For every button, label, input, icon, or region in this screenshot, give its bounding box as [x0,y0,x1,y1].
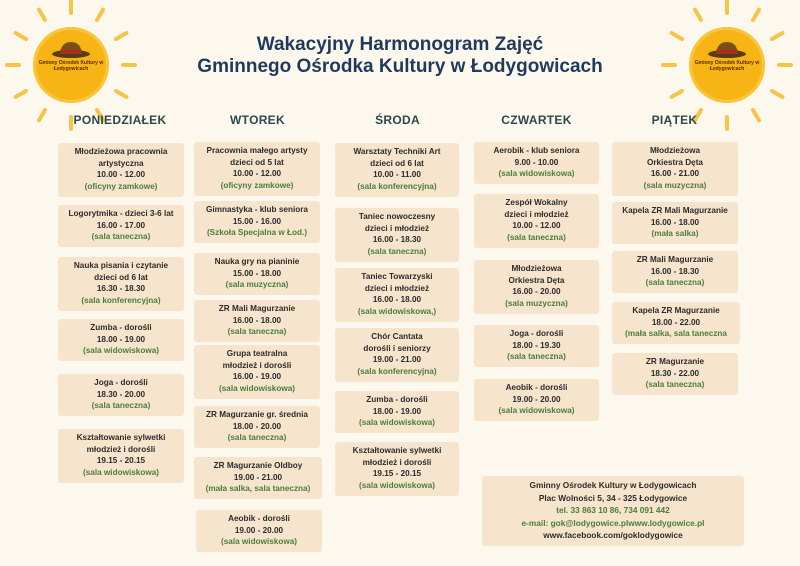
sun-ray [692,7,703,23]
event-card [194,300,320,342]
event-card [58,319,184,361]
logo-text: Gminny Ośrodek Kultury w Łodygowicach [38,60,104,72]
sun-ray [750,7,761,23]
event-name: Aeobik - dorośli [228,514,290,523]
event-time: 9.00 - 10.00 [514,157,559,167]
event-time: 19.15 - 20.15 [96,456,146,465]
event-place: (sala widowiskowa,) [357,306,437,316]
sun-ray [113,88,129,99]
event-card [335,391,459,433]
event-card [58,374,184,416]
event-card [58,429,184,483]
event-time: 16.00 - 21.00 [650,169,700,178]
event-name: Warsztaty Techniki Art dzieci od 6 lat [353,147,441,168]
event-name: Zumba - dorośli [90,323,152,332]
sun-ray [725,0,729,15]
event-time: 19.15 - 20.15 [372,469,422,478]
event-time: 18.00 - 20.00 [232,421,282,431]
sun-ray [669,88,685,99]
event-time: 18.30 - 20.00 [96,389,146,399]
event-place: (sala widowiskowa) [498,406,575,415]
event-place: (mała salka, sala taneczna [625,329,727,338]
event-name: ZR Mali Magurzanie [218,304,296,313]
event-place: (sala widowiskowa) [359,480,435,490]
event-time: 10.00 - 12.00 [232,169,282,178]
event-card [474,325,599,367]
event-name: ZR Mali Magurzanie [636,255,714,264]
sun-ray [113,30,129,41]
event-time: 16.00 - 19.00 [232,372,282,381]
contact-phone: tel. 33 863 10 86, 734 091 442 [556,505,670,515]
event-place: (mała salka) [651,229,699,238]
event-place: (sala muzyczna) [643,180,707,190]
event-time: 15.00 - 16.00 [232,216,282,226]
event-card [612,302,740,344]
event-card [612,142,738,196]
event-place: (mała salka, sala taneczna) [205,484,311,493]
event-time: 19.00 - 20.00 [234,525,284,535]
event-card [612,202,738,244]
event-place: (sala muzyczna) [225,280,289,289]
event-name: Kapela ZR Mali Magurzanie [622,206,728,215]
sun-ray [5,63,21,67]
event-place: (sala widowiskowa) [219,383,295,393]
event-place: (sala taneczna) [645,380,705,389]
event-card [335,328,459,382]
day-header-thursday: CZWARTEK [501,113,572,127]
event-name: Nauka gry na pianinie [214,257,300,266]
event-name: Nauka pisania i czytanie dzieci od 6 lat [73,261,169,282]
event-name: Joga - dorośli [509,329,564,338]
day-header-friday: PIĄTEK [651,113,698,127]
event-place: (sala widowiskowa) [83,467,159,477]
event-place: (sala widowiskowa) [83,346,159,355]
event-place: (sala taneczna) [507,232,566,242]
event-place: (oficyny zamkowe) [220,180,294,190]
event-card [335,268,459,322]
event-place: (sala taneczna) [227,433,287,442]
page-title [150,34,650,78]
event-place: (sala konferencyjna) [357,181,437,191]
hat-icon [707,40,747,58]
sun-ray [94,7,105,23]
event-time: 15.00 - 18.00 [232,268,282,278]
contact-email[interactable]: e-mail: gok@lodygowice.plwww.lodygowice.pl [521,517,705,528]
event-name: Młodzieżowa Orkiestra Dęta [647,146,703,167]
event-time: 10.00 - 12.00 [512,221,561,230]
event-name: Joga - dorośli [94,378,148,387]
event-time: 16.00 - 18.00 [232,315,282,325]
day-header-tuesday: WTOREK [230,113,285,127]
event-name: Taniec Towarzyski dzieci i młodzież [361,272,433,293]
event-card [194,345,320,399]
event-place: (sala widowiskowa) [359,418,435,427]
contact-address: Plac Wolności 5, 34 - 325 Łodygowice [538,492,688,503]
sun-ray [13,88,29,99]
event-name: ZR Magurzanie Oldboy [213,461,303,470]
event-name: Młodzieżowa Orkiestra Dęta [508,264,565,285]
event-place: (oficyny zamkowe) [84,181,158,191]
logo-text: Gminny Ośrodek Kultury w Łodygowicach [694,60,760,72]
sun-ray [769,30,785,41]
event-place: (Szkoła Specjalna w Łod.) [206,228,308,237]
title-line-2: Gminnego Ośrodka Kultury w Łodygowicach [197,56,603,77]
event-time: 16.00 - 20.00 [512,287,561,296]
sun-ray [13,30,29,41]
hat-icon [51,40,91,58]
event-place: (sala muzyczna) [505,298,568,308]
event-place: (sala taneczna) [367,246,427,256]
event-card [335,208,459,262]
sun-ray [36,7,47,23]
event-name: Kształtowanie sylwetki młodzież i dorośli [76,433,166,454]
event-name: Aeobik - dorośli [505,383,568,392]
event-card [612,353,738,395]
contact-facebook-link[interactable]: www.facebook.com/goklodygowice [543,530,683,540]
event-name: Pracownia małego artysty dzieci od 5 lat [206,146,308,167]
event-time: 18.00 - 19.00 [96,334,146,344]
event-time: 16.00 - 18.30 [372,235,422,244]
event-card [58,205,184,247]
event-name: Logorytmika - dzieci 3-6 lat [68,209,174,218]
sun-ray [769,88,785,99]
event-place: (sala taneczna) [91,232,151,241]
event-card [194,201,320,243]
event-card [335,143,459,197]
event-time: 16.00 - 18.00 [650,217,700,227]
contact-org: Gminny Ośrodek Kultury w Łodygowicach [529,480,697,490]
event-name: ZR Magurzanie [645,357,705,366]
event-card [194,142,320,196]
title-line-1: Wakacyjny Harmonogram Zajęć [256,34,544,55]
event-time: 16.30 - 18.30 [96,284,146,293]
event-time: 18.00 - 19.30 [512,340,561,350]
event-name: Grupa teatralna młodzież i dorośli [222,349,292,370]
event-time: 19.00 - 20.00 [512,394,561,404]
sun-ray [69,0,73,15]
event-card [474,142,599,184]
event-card [474,260,599,314]
event-name: Chór Cantata dorośli i seniorzy [363,332,431,353]
sun-ray [121,63,137,67]
event-place: (sala taneczna) [645,278,705,287]
event-time: 18.30 - 22.00 [650,368,700,378]
day-header-monday: PONIEDZIAŁEK [73,113,167,127]
event-place: (sala konferencyjna) [357,366,437,376]
event-card [58,143,184,197]
event-time: 16.00 - 18.30 [650,266,700,276]
event-time: 19.00 - 21.00 [372,355,422,364]
event-place: (sala konferencyjna) [81,295,161,305]
event-card [58,257,184,311]
event-time: 16.00 - 17.00 [96,220,146,230]
event-place: (sala widowiskowa) [221,537,297,546]
sun-ray [750,107,761,123]
day-header-wednesday: ŚRODA [375,113,420,127]
event-name: Aerobik - klub seniora [493,146,580,155]
event-name: Zumba - dorośli [366,395,428,404]
contact-info [482,476,744,546]
event-card [196,510,322,552]
event-card [474,194,599,248]
event-place: (sala taneczna) [227,327,287,336]
event-time: 10.00 - 12.00 [96,170,146,179]
event-place: (sala taneczna) [507,352,566,361]
event-card [612,251,738,293]
event-time: 16.00 - 18.00 [372,295,422,304]
event-time: 18.00 - 19.00 [372,406,422,416]
event-card [335,442,459,496]
sun-ray [669,30,685,41]
event-name: Zespół Wokalny dzieci i młodzież [504,198,569,219]
sun-ray [777,63,793,67]
event-name: Młodzieżowa pracownia artystyczna [74,147,168,168]
event-time: 19.00 - 21.00 [233,472,283,482]
event-place: (sala widowiskowa) [498,169,575,178]
event-place: (sala taneczna) [91,401,151,410]
event-time: 10.00 - 11.00 [373,170,421,179]
event-time: 18.00 - 22.00 [651,317,701,327]
event-name: Taniec nowoczesny dzieci i młodzież [358,212,436,233]
event-name: Gimnastyka - klub seniora [206,205,308,214]
event-name: ZR Magurzanie gr. średnia [206,410,308,419]
event-card [194,406,320,448]
event-name: Kapela ZR Magurzanie [632,306,720,315]
event-card [194,457,322,499]
event-name: Kształtowanie sylwetki młodzież i dorośli [352,446,442,467]
sun-ray [661,63,677,67]
sun-ray [36,107,47,123]
event-card [474,379,599,421]
event-card [194,253,320,295]
